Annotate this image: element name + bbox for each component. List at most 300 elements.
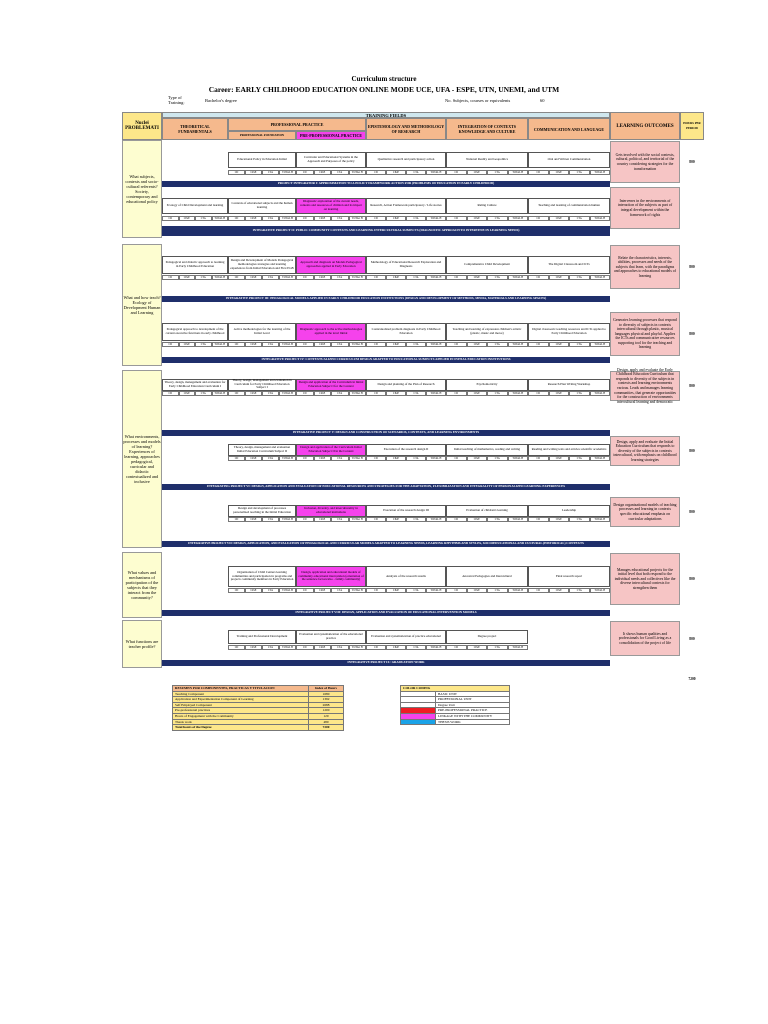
hours-strip-label: CTA [262, 645, 279, 650]
hours-strip-label: CPeE [314, 342, 332, 347]
hours-strip-label: CPeE [467, 216, 488, 221]
subject-hours-strip [446, 342, 528, 347]
learning-outcome: Intervenes in the environments of interaction of the subjects as part of integral development within the framework of rights [610, 187, 680, 229]
hours-strip-label: CTA [487, 170, 508, 175]
hours-strip-label: CPeE [314, 391, 332, 396]
hours-strip-label: TOTAL H [590, 391, 611, 396]
hours-strip-label: CTA [487, 391, 508, 396]
hours-strip-label: TOTAL H [508, 275, 529, 280]
subject-cell: Design and planning of the Plan of Research [366, 379, 446, 391]
hours-value: 800 [689, 384, 695, 388]
subject-hours-strip [446, 588, 528, 593]
hours-strip-label: CPeE [467, 342, 488, 347]
hours-strip-label: TOTAL H [590, 456, 611, 461]
hours-strip-label: CTA [569, 588, 590, 593]
subject-cell: Ancestral Pedagogies and Intercultural [446, 566, 528, 587]
subject-hours-strip [296, 170, 366, 175]
hours-strip-label: CTA [406, 588, 426, 593]
total-hours: 7200 [688, 677, 696, 681]
integrative-project-bar: INTEGRATIVE PROJECT II: PUBLIC COMMUNITY CONTEXTS AND LEARNING INTERCULTURAL SUBJECTS (DIAGNOSTIC APPROACH TO INTERVENE IN LEARNING NEEDS) [162, 226, 610, 236]
subject-hours-strip [162, 275, 228, 280]
hours-strip-label: TOTAL H [426, 170, 446, 175]
hours-strip-label: TOTAL H [279, 391, 296, 396]
subject-cell: Leadership [528, 505, 610, 517]
hours-strip-label: TOTAL H [349, 342, 367, 347]
hours-strip-label: CD [228, 275, 245, 280]
integrative-project-bar: INTEGRATIVE PROJECT VIII: DESIGN, APPLICATION AND EVALUATION OF EDUCATIONAL INTERVENTION MODELS [162, 610, 610, 616]
summary-label: Self Employed Component [173, 702, 309, 708]
hours-strip-label: TOTAL H [279, 275, 296, 280]
subject-cell: Oral and Written Communication [528, 152, 610, 169]
subject-hours-strip [528, 517, 610, 522]
hours-strip-label: CD [228, 645, 245, 650]
hours-strip-label: TOTAL H [426, 275, 446, 280]
hours-strip-label: CD [296, 456, 314, 461]
hours-strip-label: CD [366, 275, 386, 280]
subject-cell: Evaluation and systematization of the educational practice [296, 630, 366, 644]
summary-label: Pre-professional practices [173, 708, 309, 714]
subject-hours-strip [296, 456, 366, 461]
subject-cell: Execution of the research design II [366, 444, 446, 456]
hours-strip-label: TOTAL H [212, 216, 229, 221]
color-coding-row [401, 719, 510, 725]
subject-hours-strip [228, 170, 296, 175]
hours-strip-label: CPeE [386, 391, 406, 396]
subject-cell: Educational Policy in Education Initial [228, 152, 296, 169]
subject-hours-strip [162, 216, 228, 221]
hours-strip-label: CTA [569, 517, 590, 522]
training-fields-header: TRAINING FIELDS [365, 113, 407, 118]
hours-strip-label: CPeE [549, 170, 570, 175]
hours-strip-label: CTA [262, 216, 279, 221]
hours-strip-label: CPeE [179, 342, 196, 347]
summary-label: Teaching Component [173, 691, 309, 697]
color-coding-label: BASIC UNIT [436, 691, 510, 697]
type-value: Bachelor's degree [205, 98, 237, 103]
epistemology-header: EPISTEMOLOGY AND METHODOLOGY OF RESEARCH [366, 118, 446, 140]
learning-outcome: It shows human qualities and professionals for Good Living as a consolidation of the project of life [610, 621, 680, 656]
hours-strip-label: CD [228, 170, 245, 175]
hours-strip-label: CPeE [467, 645, 488, 650]
subject-hours-strip [446, 170, 528, 175]
hours-strip-label: CPeE [245, 645, 262, 650]
subject-cell: Ruling Culture [446, 198, 528, 215]
subject-hours-strip [366, 170, 446, 175]
hours-strip-label: CTA [569, 342, 590, 347]
subject-cell: Degree project [446, 630, 528, 644]
hours-strip-label: TOTAL H [212, 342, 229, 347]
subjects-value: 60 [540, 98, 545, 103]
subject-cell: Qualitative research and participatory action [366, 152, 446, 169]
hours-strip-label: TOTAL H [508, 456, 529, 461]
color-coding-label: PROFESSIONAL UNIT [436, 697, 510, 703]
hours-strip-label: CD [446, 588, 467, 593]
subject-cell: National Reality and Geopolitics [446, 152, 528, 169]
hours-strip-label: CTA [406, 216, 426, 221]
hours-strip-label: CTA [262, 517, 279, 522]
hours-strip-label: TOTAL H [212, 275, 229, 280]
hours-strip-label: CPeE [386, 588, 406, 593]
summary-table [172, 685, 344, 731]
hours-strip-label: TOTAL H [279, 517, 296, 522]
summary-row [173, 725, 344, 731]
communication-header: COMMUNICATION AND LANGUAGE [528, 118, 610, 140]
subjects-label: No. Subjects, courses or equivalents [445, 98, 511, 103]
prof-practice-header: PROFESSIONAL PRACTICE [228, 118, 366, 131]
summary-value: 1680 [309, 691, 344, 697]
hours-strip-label: TOTAL H [426, 517, 446, 522]
hours-strip-label: CD [366, 588, 386, 593]
hours-strip-label: TOTAL H [426, 645, 446, 650]
hours-strip-label: TOTAL H [590, 170, 611, 175]
hours-strip-label: CPeE [549, 342, 570, 347]
hours-strip-label: CPeE [549, 517, 570, 522]
hours-strip-label: CTA [487, 456, 508, 461]
hours-strip-label: TOTAL H [349, 645, 367, 650]
hours-strip-label: CD [446, 275, 467, 280]
color-coding-label: PRE-PROFESSIONAL PRACTICE [436, 708, 510, 714]
hours-strip-label: CD [162, 391, 179, 396]
subject-cell: Approach and diagnosis on Models Pedagogical approaches applied in Early Education [296, 256, 366, 274]
hours-strip-label: CPeE [314, 588, 332, 593]
hours-strip-label: CPeE [314, 216, 332, 221]
hours-strip-label: CTA [487, 645, 508, 650]
subject-hours-strip [228, 645, 296, 650]
hours-strip-label: TOTAL H [212, 391, 229, 396]
hours-strip-label: CD [528, 275, 549, 280]
hours-strip-label: CTA [406, 456, 426, 461]
hours-strip-label: CTA [487, 216, 508, 221]
hours-strip-label: CPeE [245, 588, 262, 593]
hours-strip-label: CPeE [314, 170, 332, 175]
summary-value: 120 [309, 713, 344, 719]
hours-strip-label: CTA [331, 275, 349, 280]
hours-strip-label: CTA [262, 391, 279, 396]
hours-strip-label: TOTAL H [426, 216, 446, 221]
hours-strip-label: CTA [487, 342, 508, 347]
hours-strip-label: TOTAL H [426, 456, 446, 461]
hours-strip-label: CPeE [549, 456, 570, 461]
subject-hours-strip [296, 216, 366, 221]
subject-hours-strip [446, 275, 528, 280]
subject-cell: Evaluation and systematization of practice educational [366, 630, 446, 644]
hours-strip-label: CPeE [386, 517, 406, 522]
summary-value: 1392 [309, 697, 344, 703]
hours-strip-label: CTA [195, 275, 212, 280]
pre-prof-header: PRE-PROFESSIONAL PRACTICE [296, 131, 366, 140]
subject-hours-strip [296, 342, 366, 347]
subject-hours-strip [366, 391, 446, 396]
summary-label: Application and Experimentation Component of Learning [173, 697, 309, 703]
hours-strip-label: CD [228, 517, 245, 522]
page-title: Curriculum structure [351, 75, 417, 83]
hours-strip-label: CD [366, 342, 386, 347]
hours-value: 800 [689, 160, 695, 164]
type-label: Type of Training: [168, 95, 185, 105]
color-swatch [401, 719, 436, 725]
hours-strip-label: CD [296, 517, 314, 522]
subject-cell: Teaching and learning of expression children's artistic (plastic, music and motor) [446, 323, 528, 341]
hours-strip-label: CTA [406, 170, 426, 175]
subject-cell: Research, Action Framework participatory / Life stories [366, 198, 446, 215]
hours-strip-label: CD [296, 342, 314, 347]
summary-label: Total hours of the Degree [173, 725, 309, 731]
subject-hours-strip [528, 456, 610, 461]
summary-value: 7200 [309, 725, 344, 731]
hours-strip-label: TOTAL H [349, 456, 367, 461]
hours-strip-label: TOTAL H [349, 216, 367, 221]
subject-cell: Theory, design, management and evaluation in Curriculum for Early Childhood Education Subject I [228, 379, 296, 391]
subject-cell: Pedagogical approach to development of the current executive functions in early childhood [162, 323, 228, 341]
hours-strip-label: CD [528, 170, 549, 175]
subject-hours-strip [366, 342, 446, 347]
hours-value: 800 [689, 510, 695, 514]
hours-strip-label: CTA [331, 456, 349, 461]
integrative-project-bar: INTEGRATING PROJECT VI: DESIGN, APPLICATION AND EVALUATION OF EDUCATIONAL RESOURCES AND STRATEGIES FOR THE ADAPTATION, FLEXIBILIZATION AND INTEGRALITY OF PERSONALIZED LEARNING EXPERIENCES [162, 484, 610, 490]
hours-strip-label: CD [528, 517, 549, 522]
nuclei-header: Nuclei PROBLEMATI [122, 112, 162, 140]
hours-strip-label: CPeE [314, 645, 332, 650]
subject-cell: Training and Professional Development [228, 630, 296, 644]
hours-strip-label: CPeE [314, 456, 332, 461]
hours-strip-label: CPeE [386, 216, 406, 221]
subject-cell: Inclusion, diversity, and interculturality in educational institutions [296, 505, 366, 517]
hours-strip-label: CTA [195, 216, 212, 221]
hours-strip-label: CTA [262, 170, 279, 175]
hours-strip-label: CTA [262, 275, 279, 280]
hours-strip-label: CTA [569, 216, 590, 221]
theoretical-header: THEORETICAL FUNDAMENTALS [162, 118, 228, 140]
hours-value: 800 [689, 636, 695, 641]
summary-value: 2688 [309, 702, 344, 708]
subject-cell: Theory, design, management and evaluation Initial Education Curriculum Subject II [228, 444, 296, 456]
hours-strip-label: CD [162, 342, 179, 347]
summary-label: Thesis work [173, 719, 309, 725]
hours-strip-label: TOTAL H [279, 456, 296, 461]
subject-cell: Evaluation of children's learning [446, 505, 528, 517]
hours-strip-label: CTA [331, 517, 349, 522]
hours-strip-label: CTA [331, 216, 349, 221]
hours-strip-label: CPeE [386, 275, 406, 280]
hours-strip-label: TOTAL H [590, 216, 611, 221]
section-question: What environments, processes and models of learning? Experiences of learning, approaches pedagogical, curricular and didactic contextualized and inclusive [122, 370, 162, 548]
hours-strip-label: CTA [569, 275, 590, 280]
hours-strip-label: CPeE [467, 456, 488, 461]
subject-cell: Methodology of Educational Research Exploration and Diagnosis [366, 256, 446, 274]
hours-strip-label: CD [228, 456, 245, 461]
subject-cell: Contexts of educational subjects and the human learning [228, 198, 296, 215]
hours-strip-label: CPeE [386, 645, 406, 650]
color-coding-label: THESIS WORK [436, 719, 510, 725]
hours-strip-label: CPeE [549, 275, 570, 280]
subject-cell: Digital classroom: teaching resources and ICTs applied to Early Childhood Education [528, 323, 610, 341]
hours-strip-label: TOTAL H [349, 588, 367, 593]
hours-strip-label: TOTAL H [590, 275, 611, 280]
subject-hours-strip [366, 275, 446, 280]
hours-strip-label: CD [366, 391, 386, 396]
learning-outcome: Relate the characteristics, interests, abilities, processes and needs of the subjects that learn, with the paradigms and approaches to educational models of learning [610, 245, 680, 289]
subject-hours-strip [296, 391, 366, 396]
hours-strip-label: CTA [195, 342, 212, 347]
hours-value: 800 [689, 449, 695, 453]
hours-strip-label: CD [366, 456, 386, 461]
subject-cell: Theory, design, management and evaluation for Early Childhood Education Curriculum I [162, 379, 228, 391]
hours-strip-label: CTA [406, 275, 426, 280]
subject-cell: Design and development of processes personalized teaching in the Initial Education [228, 505, 296, 517]
learning-outcome: Design organizational models of teaching processes and learning in contexts specific educational emphasis on curricular adaptations [610, 497, 680, 527]
subject-hours-strip [162, 391, 228, 396]
subject-cell: Teaching and learning of communication human [528, 198, 610, 215]
subject-hours-strip [446, 216, 528, 221]
hours-strip-label: CPeE [549, 391, 570, 396]
hours-strip-label: TOTAL H [279, 170, 296, 175]
hours-strip-label: CTA [331, 342, 349, 347]
subject-hours-strip [528, 588, 610, 593]
hours-strip-label: CD [446, 456, 467, 461]
hours-strip-label: CD [228, 391, 245, 396]
subject-cell: Design and application of the Curriculum Initial Education Subject II in the Context [296, 444, 366, 456]
outcomes-header: LEARNING OUTCOMES [610, 112, 680, 140]
section-question: What values and mechanisms of participation of the subjects that they interact from the community? [122, 552, 162, 618]
hours-strip-label: CTA [406, 517, 426, 522]
summary-value: 1200 [309, 708, 344, 714]
integrative-project-bar: INTEGRATIVE PROJECT III: PEDAGOGICAL MODELS APPLIED IN EARLY CHILDHOOD EDUCATION INSTITUTIONS (DESIGN AND DEVELOPMENT OF METHODS, MEDIA, MATERIALS AND LEARNING SPACES) [162, 296, 610, 302]
summary-title: RESUMEN POR COMPONENTES, PRACTICAS Y TITULACION [173, 686, 309, 692]
subject-cell: Ecology of Child Development and learning [162, 198, 228, 215]
hours-strip-label: TOTAL H [279, 216, 296, 221]
hours-strip-label: CPeE [179, 216, 196, 221]
hours-strip-label: CPeE [386, 170, 406, 175]
integrative-project-bar: INTEGRATIVE PROJECT IV: CONTEXTUALIZED CURRICULUM DESIGN ADAPTED TO EDUCATIONAL SUBJECTS APPLIED IN INITIAL EDUCATION INSTITUTIONS [162, 357, 610, 363]
hours-strip-label: CD [162, 216, 179, 221]
hours-strip-label: CD [296, 391, 314, 396]
subject-hours-strip [446, 645, 528, 650]
integrative-project-bar: INTEGRATIVE PROJECT VII: DESIGN, APPLICATION, AND EVALUATION OF PEDAGOGICAL AND CURRICULAR MODELS ADAPTED TO LEARNING NEEDS, LEARNING RHYTHMS AND STYLES, SOCIOEDUCATIONAL AND CULTURAL (HISTORICAL) CONTEXTS [162, 541, 610, 547]
learning-outcome: Design, apply and evaluate the Initial Education Curriculum that responds to diversity of the subjects in contexts intercultural, with emphasis on childhood learning strategies [610, 436, 680, 466]
subject-cell: Comprehensive Child Development [446, 256, 528, 274]
hours-strip-label: CPeE [386, 342, 406, 347]
hours-strip-label: TOTAL H [508, 170, 529, 175]
hours-strip-label: CPeE [386, 456, 406, 461]
hours-strip-label: TOTAL H [426, 391, 446, 396]
hours-strip-label: CD [296, 588, 314, 593]
hours-strip-label: TOTAL H [508, 517, 529, 522]
hours-strip-label: CPeE [245, 391, 262, 396]
subject-hours-strip [366, 517, 446, 522]
subject-hours-strip [162, 342, 228, 347]
hours-header: HOURS PER PERIOD [680, 112, 704, 140]
hours-strip-label: TOTAL H [279, 342, 296, 347]
hours-strip-label: CPeE [179, 275, 196, 280]
hours-strip-label: TOTAL H [508, 588, 529, 593]
hours-value: 800 [689, 265, 695, 269]
subject-hours-strip [296, 645, 366, 650]
hours-strip-label: CD [296, 170, 314, 175]
subject-hours-strip [228, 216, 296, 221]
subject-hours-strip [296, 275, 366, 280]
section-question: What subjects, contexts and socio-cultural referents? Society, contemporary and educational policy [122, 140, 162, 238]
hours-strip-label: CD [446, 517, 467, 522]
subject-cell: Diagnostic exploration of the current needs, contexts and resources of children and its impact on learning [296, 198, 366, 215]
subject-cell: Execution of the research design III [366, 505, 446, 517]
hours-strip-label: CTA [487, 588, 508, 593]
subject-hours-strip [228, 275, 296, 280]
hours-strip-label: CD [528, 391, 549, 396]
subject-hours-strip [366, 456, 446, 461]
subject-hours-strip [228, 517, 296, 522]
hours-strip-label: CD [366, 517, 386, 522]
hours-strip-label: CD [446, 170, 467, 175]
subject-cell: Initial teaching of mathematics, reading and writing [446, 444, 528, 456]
hours-strip-label: CD [446, 391, 467, 396]
hours-strip-label: CD [446, 645, 467, 650]
hours-strip-label: CD [296, 275, 314, 280]
hours-strip-label: CD [228, 588, 245, 593]
color-coding-label: LINKAGE WITH THE COMMUNITY [436, 713, 510, 719]
hours-strip-label: CTA [262, 588, 279, 593]
hours-strip-label: TOTAL H [590, 342, 611, 347]
hours-strip-label: TOTAL H [279, 645, 296, 650]
learning-outcome: Generates learning processes that respond to diversity of subjects in contexts intercultural through plastic, musical languages physical and playful. Applies the ICTs and communicative resources supporting tool for the teaching and learning [610, 312, 680, 356]
subject-hours-strip [446, 456, 528, 461]
subject-hours-strip [366, 216, 446, 221]
subject-hours-strip [296, 517, 366, 522]
subject-hours-strip [446, 517, 528, 522]
page-subtitle: Career: EARLY CHILDHOOD EDUCATION ONLINE MODE UCE, UFA - ESPE, UTN, UNEMI, and UTM [208, 85, 560, 94]
section-question: What and how teach? Ecology of Development Human and Learning [122, 244, 162, 366]
hours-strip-label: CTA [331, 588, 349, 593]
integration-header: INTEGRATION OF CONTEXTS KNOWLEDGE AND CULTURE [446, 118, 528, 140]
summary-value: 480 [309, 719, 344, 725]
subject-cell: The Digital Classroom and ICTs [528, 256, 610, 274]
hours-strip-label: CTA [569, 391, 590, 396]
subject-hours-strip [228, 391, 296, 396]
hours-strip-label: TOTAL H [279, 588, 296, 593]
hours-strip-label: CTA [406, 342, 426, 347]
hours-strip-label: TOTAL H [508, 342, 529, 347]
subject-cell: Pedagogical and didactic approach to learning in Early Childhood Education [162, 256, 228, 274]
subject-cell: Design, application and educational models of community educational intervention (orientation of the sentence factors/also - family community) [296, 566, 366, 587]
hours-strip-label: CTA [262, 456, 279, 461]
hours-strip-label: CTA [331, 170, 349, 175]
hours-strip-label: CD [296, 216, 314, 221]
integrative-project-bar: INTEGRATIVE PROJECT IX: GRADUATION WORK [162, 660, 610, 666]
hours-strip-label: CD [446, 342, 467, 347]
hours-strip-label: CPeE [245, 517, 262, 522]
hours-strip-label: CPeE [245, 275, 262, 280]
hours-strip-label: CPeE [467, 517, 488, 522]
section-question: What functions are teacher profile? [122, 620, 162, 668]
subject-cell: Analysis of the research results [366, 566, 446, 587]
subject-hours-strip [446, 391, 528, 396]
subject-cell: Psychomotricity [446, 379, 528, 391]
subject-cell: Curricular and Educational Systems in the Approach and Purposes of the policy [296, 152, 366, 169]
summary-col-header: Index of Hours [309, 686, 344, 692]
hours-strip-label: CPeE [314, 275, 332, 280]
color-coding-table [400, 685, 510, 725]
hours-strip-label: CPeE [179, 391, 196, 396]
hours-value: 800 [689, 332, 695, 336]
subject-cell: Contextualized problem diagnosis in Early Childhood Education [366, 323, 446, 341]
hours-strip-label: CTA [569, 456, 590, 461]
color-coding-label: Degree Unit [436, 702, 510, 708]
hours-strip-label: CPeE [314, 517, 332, 522]
hours-strip-label: CD [528, 588, 549, 593]
hours-strip-label: CTA [487, 275, 508, 280]
hours-strip-label: CD [366, 216, 386, 221]
learning-outcome: Design, apply and evaluate the Early Childhood Education Curriculum that responds to diversity of the subjects in contexts and learning environments various. Leads and manages learning communities, that generate opportunities for the construction of environments intercultural learning and democratic [610, 371, 680, 401]
subject-hours-strip [528, 216, 610, 221]
